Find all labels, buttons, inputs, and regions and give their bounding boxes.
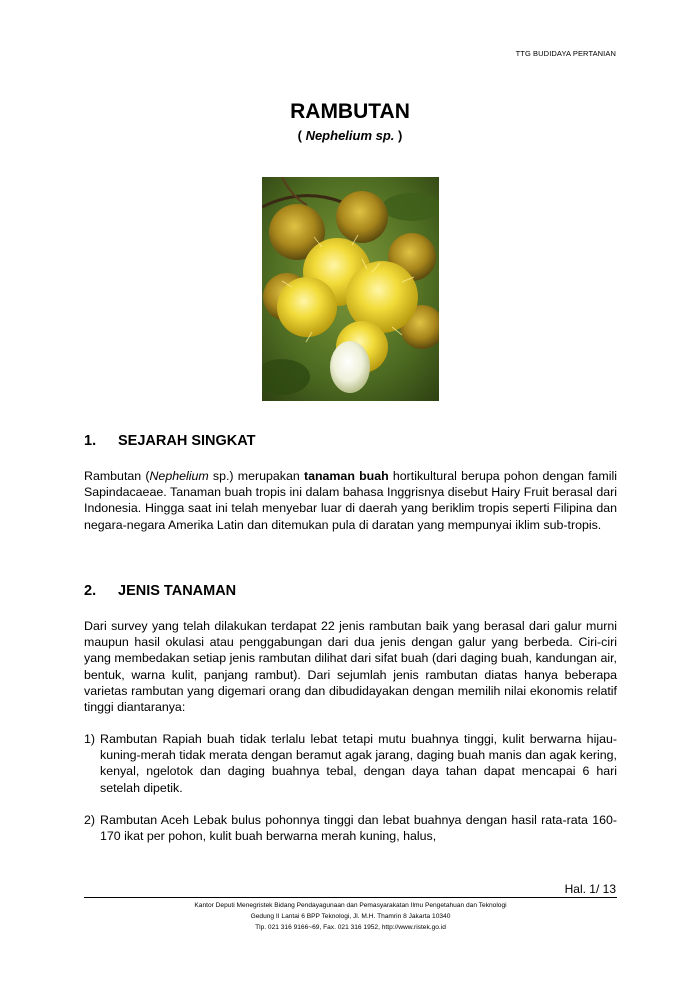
- section-1-paragraph: [84, 468, 617, 533]
- page-subtitle: [0, 128, 700, 143]
- footer-line-2: Gedung II Lantai 6 BPP Teknologi, Jl. M.H. Thamrin 8 Jakarta 10340: [250, 913, 451, 920]
- subtitle-latin-name: Nephelium sp.: [305, 128, 395, 143]
- list-item-text: Rambutan Rapiah buah tidak terlalu lebat tetapi mutu buahnya tinggi, kulit berwarna hijau-kuning-merah tidak merata dengan beramut agak jarang, daging buah manis dan agak kering, kenyal, ngelotok dan daging buahnya tebal, dengan daya tahan dapat mencapai 6 hari setelah dipetik.: [100, 732, 617, 795]
- page-title: RAMBUTAN: [290, 100, 410, 123]
- para-text: Rambutan (: [84, 469, 150, 483]
- footer-line-1: Kantor Deputi Menegristek Bidang Pendayagunaan dan Pemasyarakatan Ilmu Pengetahuan dan Teknologi: [194, 902, 507, 909]
- section-1-number: 1.: [84, 433, 97, 449]
- subtitle-close: ): [394, 128, 403, 143]
- section-1-heading: [84, 433, 256, 449]
- header-tag: TTG BUDIDAYA PERTANIAN: [515, 49, 616, 58]
- section-2-heading: [84, 583, 236, 599]
- para-bold-term: tanaman buah: [303, 469, 389, 483]
- list-item: [84, 731, 617, 796]
- page-number: Hal. 1/ 13: [564, 882, 616, 896]
- para-text: sp.) merupakan: [208, 469, 304, 483]
- rambutan-photo: [262, 177, 439, 401]
- section-2-title: JENIS TANAMAN: [118, 583, 237, 599]
- list-marker: 2): [84, 813, 96, 827]
- section-1-title: SEJARAH SINGKAT: [118, 433, 256, 449]
- list-item-text: Rambutan Aceh Lebak bulus pohonnya tinggi dan lebat buahnya dengan hasil rata-rata 160-170 ikat per pohon, kulit buah berwarna merah kuning, halus,: [100, 813, 617, 844]
- para-latin: Nephelium: [149, 469, 209, 483]
- footer-line-3: Tlp. 021 316 9166~69, Fax. 021 316 1952, http://www.ristek.go.id: [255, 924, 446, 931]
- section-2-paragraph: Dari survey yang telah dilakukan terdapat 22 jenis rambutan baik yang berasal dari galur murni maupun hasil okulasi atau penggabungan dari dua jenis dengan galur yang berbeda. Ciri-ciri yang membedakan setiap jenis rambutan dilihat dari sifat buah (dari daging buah, kandungan air, bentuk, warna kulit, panjang rambut). Dari sejumlah jenis rambutan diatas hanya beberapa varietas rambutan yang digemari orang dan dibudidayakan dengan memilih nilai ekonomis relatif tinggi diantaranya:: [84, 619, 617, 715]
- footer-divider: [84, 897, 617, 898]
- list-item: [84, 812, 617, 844]
- section-2-number: 2.: [84, 583, 97, 599]
- subtitle-open: (: [297, 128, 306, 143]
- list-marker: 1): [84, 732, 96, 746]
- para-text: hortikultural berupa pohon dengan famili Sapindacaeae. Tanaman buah tropis ini dalam bahasa Inggrisnya disebut Hairy Fruit berasal dari Indonesia. Hingga saat ini telah menyebar luar di daerah yang beriklim tropis seperti Filipina dan negara-negara Amerika Latin dan ditemukan pula di daratan yang mempunyai iklim sub-tropis.: [84, 469, 617, 532]
